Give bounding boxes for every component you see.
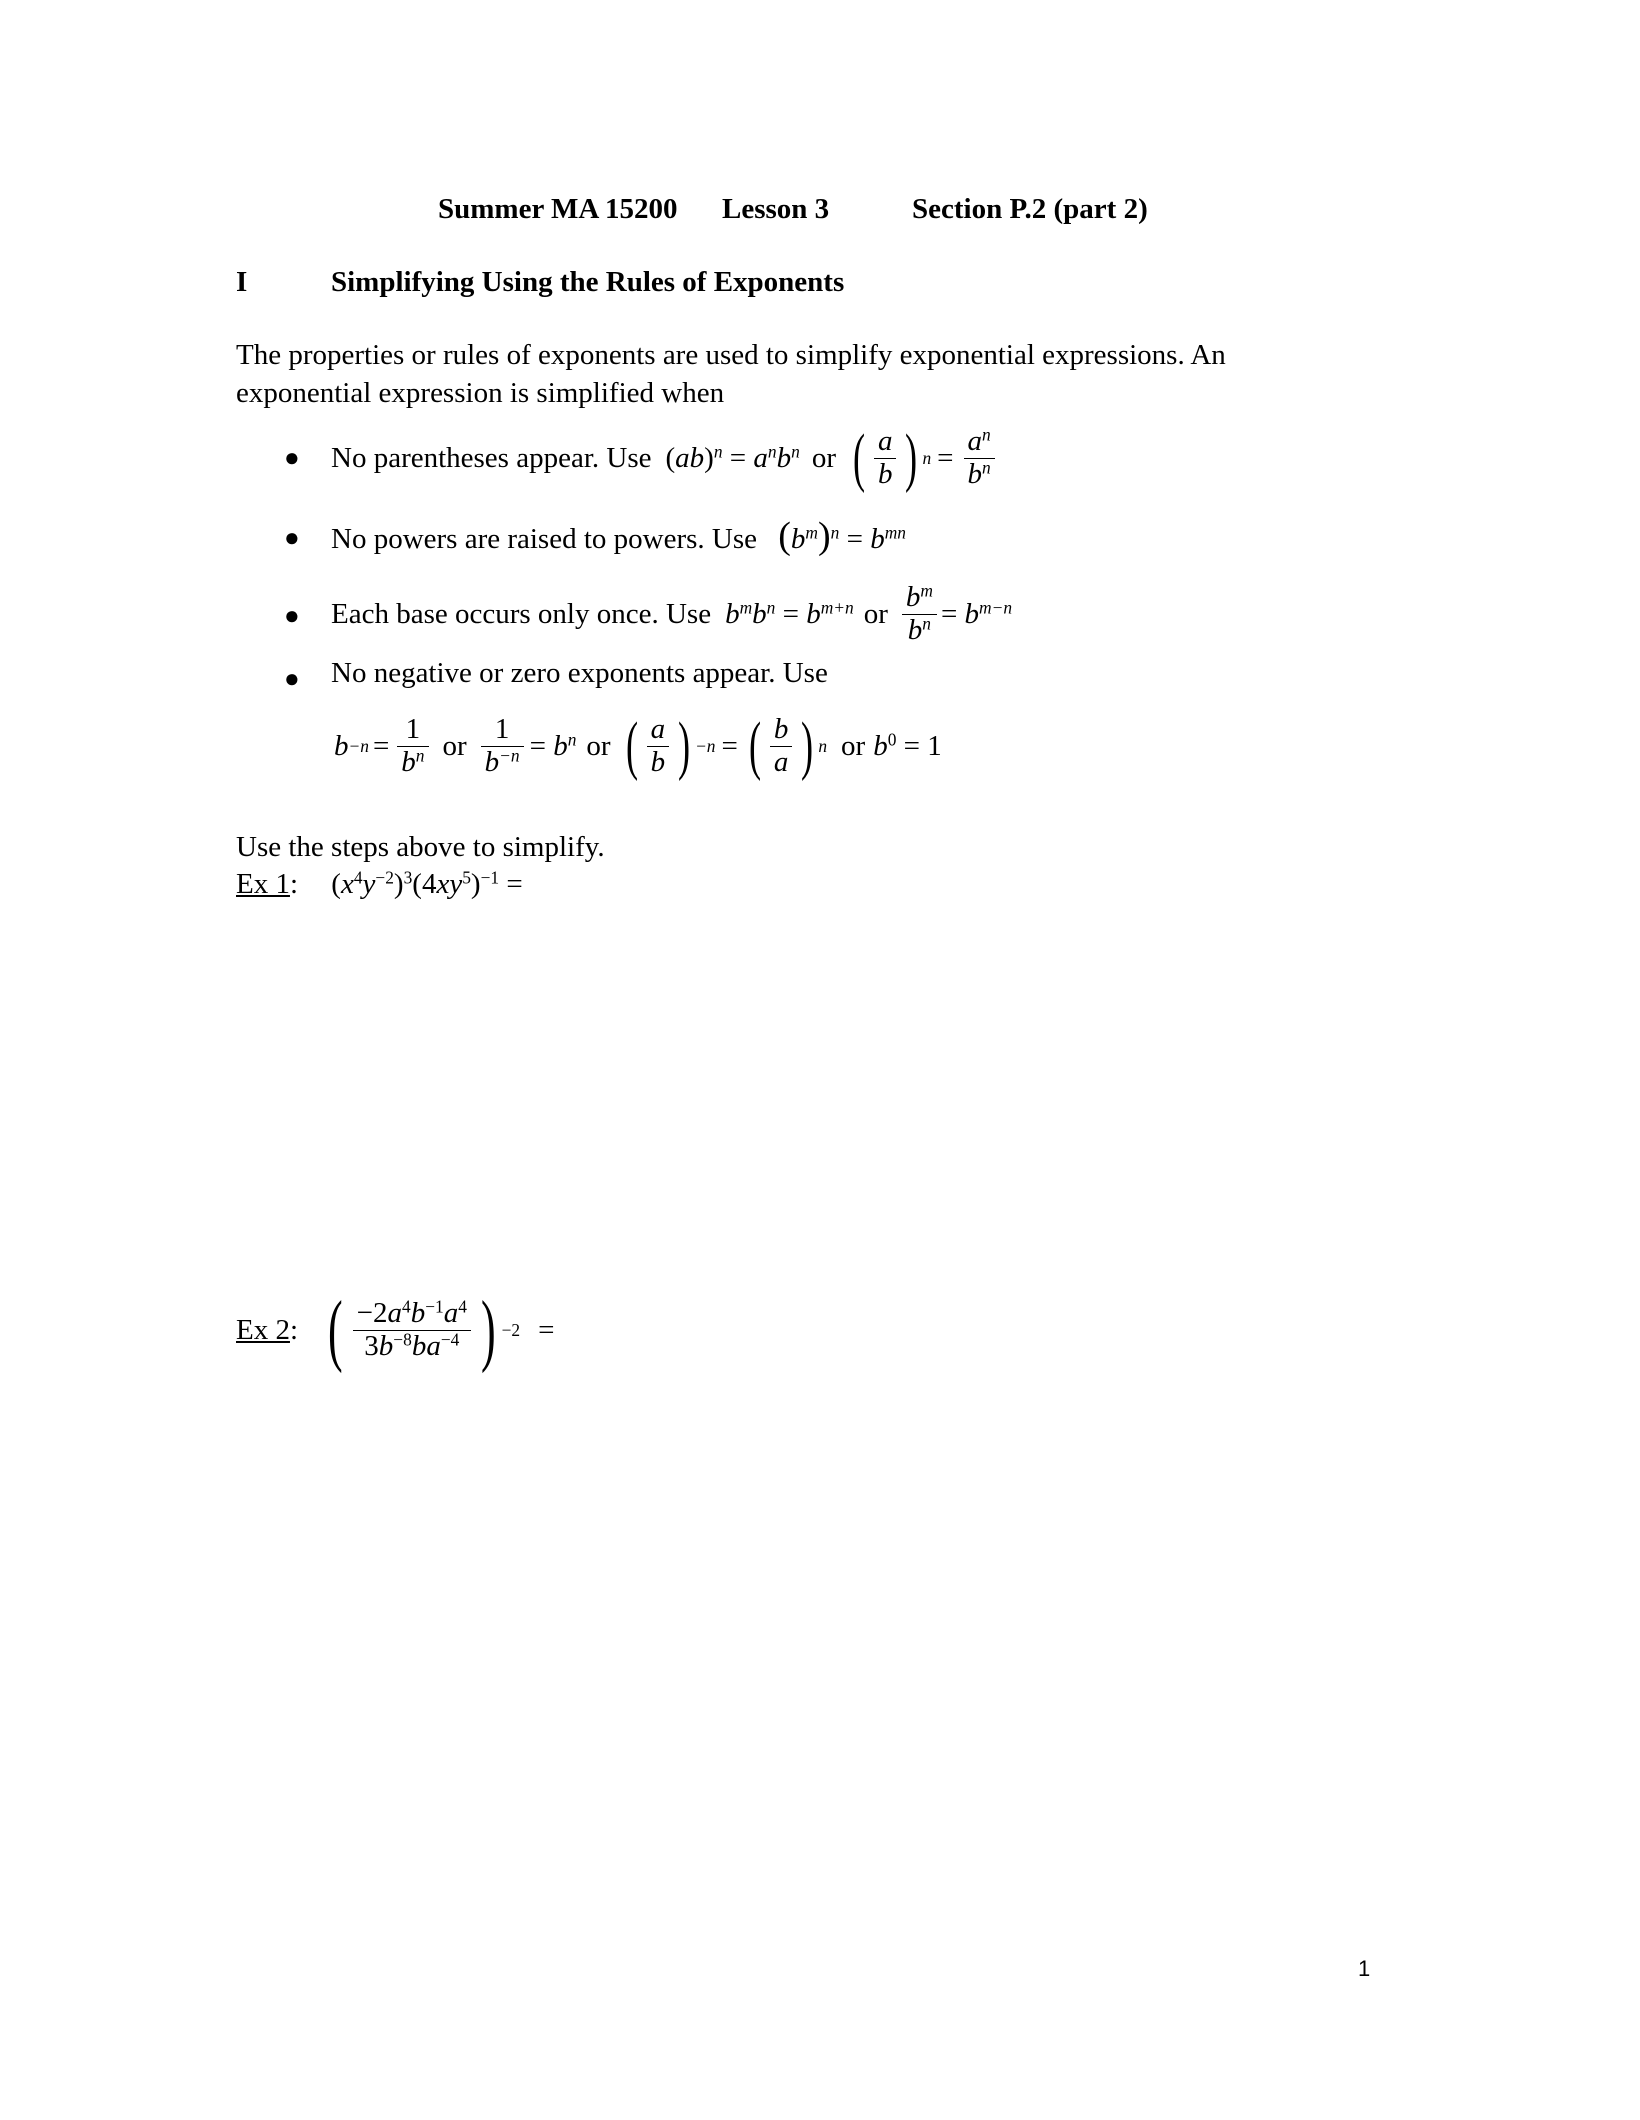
rule-text: No negative or zero exponents appear. Use <box>331 657 828 689</box>
bullet-dot: ● <box>284 601 300 630</box>
formula-quotient-power: ( $\frac{a}{b}$ ) n = $\frac{a^n}{b^n}$ <box>848 425 999 491</box>
header-section: Section P.2 (part 2) <box>912 193 1148 225</box>
page-number: 1 <box>1358 1956 1371 1981</box>
example-1: Ex 1: $(x^4y^{-2})^3(4xy^5)^{-1}$ = <box>236 867 523 900</box>
example-label: Ex 1 <box>236 868 290 900</box>
formula-negative-zero-exponents: b −n = $\frac{1}{b^n}$ or $\frac{1}{b^{-n}}$ = $b^n$ or ( $\frac{a}{b}$ ) −n = ( $\frac{b}{a}$ ) n or $b^0 = 1$ <box>334 709 942 782</box>
bullet-dot: ● <box>284 443 300 472</box>
rule-text: Each base occurs only once. Use <box>331 597 712 630</box>
formula-product-rule: $b^mb^n = b^{m+n}$ <box>725 596 854 630</box>
or-word: or <box>863 597 888 630</box>
header-course: Summer MA 15200 <box>438 193 678 225</box>
rule-no-power-of-power <box>331 514 906 558</box>
section-title: Simplifying Using the Rules of Exponents <box>331 266 845 298</box>
example-1-expression: $(x^4y^{-2})^3(4xy^5)^{-1}$ = <box>331 867 523 900</box>
intro-line-2: exponential expression is simplified when <box>236 377 725 409</box>
intro-line-1: The properties or rules of exponents are used to simplify exponential expressions. An <box>236 339 1226 371</box>
rule-no-parentheses <box>331 418 999 498</box>
bullet-dot: ● <box>284 523 300 552</box>
bullet-dot: ● <box>284 664 300 693</box>
example-label: Ex 2 <box>236 1313 290 1346</box>
section-number: I <box>236 266 248 298</box>
header-lesson: Lesson 3 <box>722 193 830 225</box>
or-word: or <box>586 729 611 762</box>
example-2: Ex 2 : ( $\frac{-2a^4b^{-1}a^4}{3b^{-8}ba^{-4}}$ ) −2 = <box>236 1286 555 1374</box>
formula-product-power: $(ab)^n = a^nb^n$ <box>665 440 800 474</box>
or-word: or <box>811 441 836 474</box>
rule-text: No powers are raised to powers. Use <box>331 523 758 555</box>
or-word: or <box>442 729 467 762</box>
example-2-expression: ( $\frac{-2a^4b^{-1}a^4}{3b^{-8}ba^{-4}}$ ) −2 = <box>328 1286 555 1374</box>
formula-quotient-rule: $\frac{b^m}{b^n}$ = $b^{m-n}$ <box>898 582 1012 647</box>
rule-base-once <box>331 574 1012 654</box>
steps-instruction: Use the steps above to simplify. <box>236 831 605 863</box>
formula-power-of-power: $(b^m)^n = b^{mn}$ <box>778 515 906 557</box>
or-word: or <box>841 729 866 762</box>
rule-text: No parentheses appear. Use <box>331 441 652 474</box>
